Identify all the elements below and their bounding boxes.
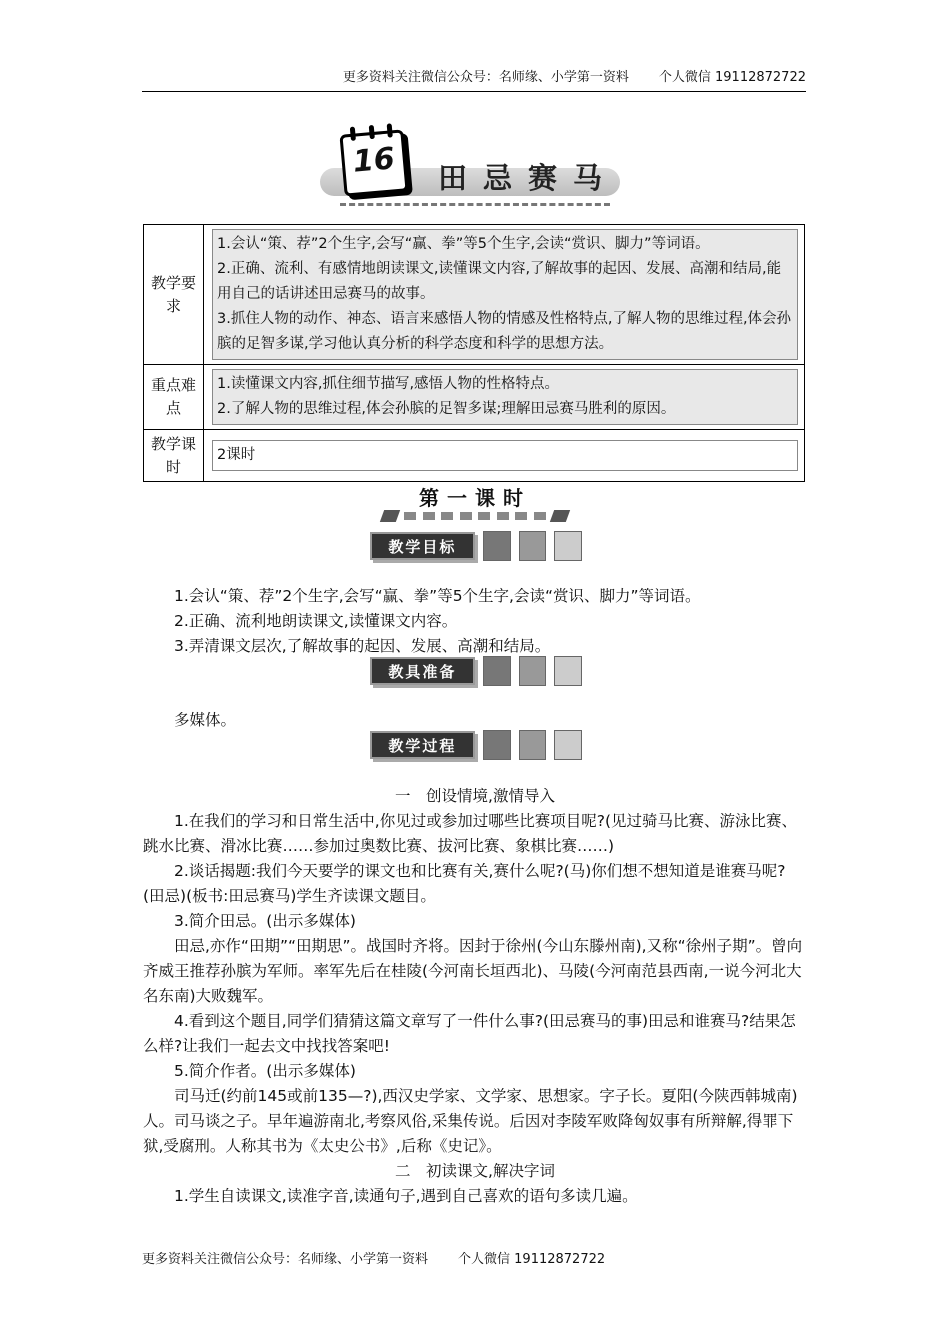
- footer-right-text: 个人微信 19112872722: [458, 1252, 606, 1267]
- key-points-box: [212, 369, 798, 425]
- goals-tag-label: 教学目标: [370, 532, 475, 560]
- section1-paragraph: 2.谈话揭题:我们今天要学的课文也和比赛有关,赛什么呢?(马)你们想不想知道是谁赛马呢?(田忌)(板书:田忌赛马)学生齐读课文题目。: [143, 862, 786, 905]
- process-content: [143, 784, 807, 1209]
- key-points-label: 重点难点: [144, 365, 204, 429]
- section1-paragraph: 1.在我们的学习和日常生活中,你见过或参加过哪些比赛项目呢?(见过骑马比赛、游泳比赛、跳水比赛、滑冰比赛……参加过奥数比赛、拔河比赛、象棋比赛……): [143, 812, 797, 855]
- page-footer: [142, 1248, 605, 1267]
- lesson-title: 田忌赛马: [438, 161, 619, 195]
- process-tag: [370, 729, 582, 761]
- section1-paragraph: 4.看到这个题目,同学们猜猜这篇文章写了一件什么事?(田忌赛马的事)田忌和谁赛马?结果怎么样?让我们一起去文中找找答案吧!: [143, 1012, 796, 1055]
- hours-value: 2课时: [212, 440, 798, 471]
- first-lesson-title: 第一课时: [419, 486, 531, 510]
- section1-paragraph: 司马迁(约前145或前135—?),西汉史学家、文学家、思想家。字子长。夏阳(今陕西韩城南)人。司马谈之子。早年遍游南北,考察风俗,采集传说。后因对李陵军败降匈奴事有所辩解,得罪下狱,受腐刑。人称其书为《太史公书》,后称《史记》。: [143, 1087, 798, 1155]
- requirement-item: 3.抓住人物的动作、神态、语言来感悟人物的情感及性格特点,了解人物的思维过程,体会孙膑的足智多谋,学习他认真分析的科学态度和科学的思想方法。: [217, 311, 792, 352]
- page-header: [142, 66, 806, 92]
- hours-row: [144, 430, 804, 481]
- requirement-item: 1.会认“策、荐”2个生字,会写“赢、拳”等5个生字,会读“赏识、脚力”等词语。: [217, 236, 710, 252]
- header-right-text: 个人微信 19112872722: [658, 70, 806, 85]
- goals-tag: [370, 530, 582, 562]
- footer-left-text: 更多资料关注微信公众号：名师缘、小学第一资料: [142, 1252, 429, 1267]
- section1-title: 一 创设情境,激情导入: [395, 787, 555, 805]
- key-point-item: 2.了解人物的思维过程,体会孙膑的足智多谋;理解田忌赛马胜利的原因。: [217, 401, 676, 417]
- section2-title: 二 初读课文,解决字词: [395, 1162, 555, 1180]
- process-tag-label: 教学过程: [370, 731, 475, 759]
- tools-tag: [370, 655, 582, 687]
- key-point-item: 1.读懂课文内容,抓住细节描写,感悟人物的性格特点。: [217, 376, 560, 392]
- lesson-title-dashes: [382, 511, 568, 521]
- teaching-requirements-row: [144, 225, 804, 365]
- teaching-requirements-label: 教学要求: [144, 225, 204, 364]
- hours-label: 教学课时: [144, 430, 204, 481]
- teaching-requirements-box: [212, 229, 798, 360]
- header-left-text: 更多资料关注微信公众号：名师缘、小学第一资料: [342, 70, 629, 85]
- lesson-number: 16: [351, 141, 397, 180]
- goal-item: 1.会认“策、荐”2个生字,会写“赢、拳”等5个生字,会读“赏识、脚力”等词语。: [174, 587, 701, 605]
- section2-paragraph: 1.学生自读课文,读准字音,读通句子,遇到自己喜欢的语句多读几遍。: [174, 1187, 638, 1205]
- goal-item: 2.正确、流利地朗读课文,读懂课文内容。: [174, 612, 458, 630]
- lesson-banner: [320, 118, 620, 212]
- goals-list: [143, 584, 807, 659]
- key-points-row: [144, 365, 804, 430]
- banner-dash-line: [340, 203, 610, 206]
- goal-item: 3.弄清课文层次,了解故事的起因、发展、高潮和结局。: [174, 637, 551, 655]
- requirement-item: 2.正确、流利、有感情地朗读课文,读懂课文内容,了解故事的起因、发展、高潮和结局,能用自己的话讲述田忌赛马的故事。: [217, 261, 782, 302]
- tools-tag-label: 教具准备: [370, 657, 475, 685]
- tools-text: 多媒体。: [174, 711, 237, 729]
- section1-paragraph: 5.简介作者。(出示多媒体): [174, 1062, 356, 1080]
- section1-paragraph: 3.简介田忌。(出示多媒体): [174, 912, 356, 930]
- calendar-icon: [339, 129, 408, 196]
- requirements-table: [143, 224, 805, 482]
- section1-paragraph: 田忌,亦作“田期”“田期思”。战国时齐将。因封于徐州(今山东滕州南),又称“徐州子期”。曾向齐威王推荐孙膑为军师。率军先后在桂陵(今河南长垣西北)、马陵(今河南范县西南,一说今河北大名东南)大败魏军。: [143, 937, 803, 1005]
